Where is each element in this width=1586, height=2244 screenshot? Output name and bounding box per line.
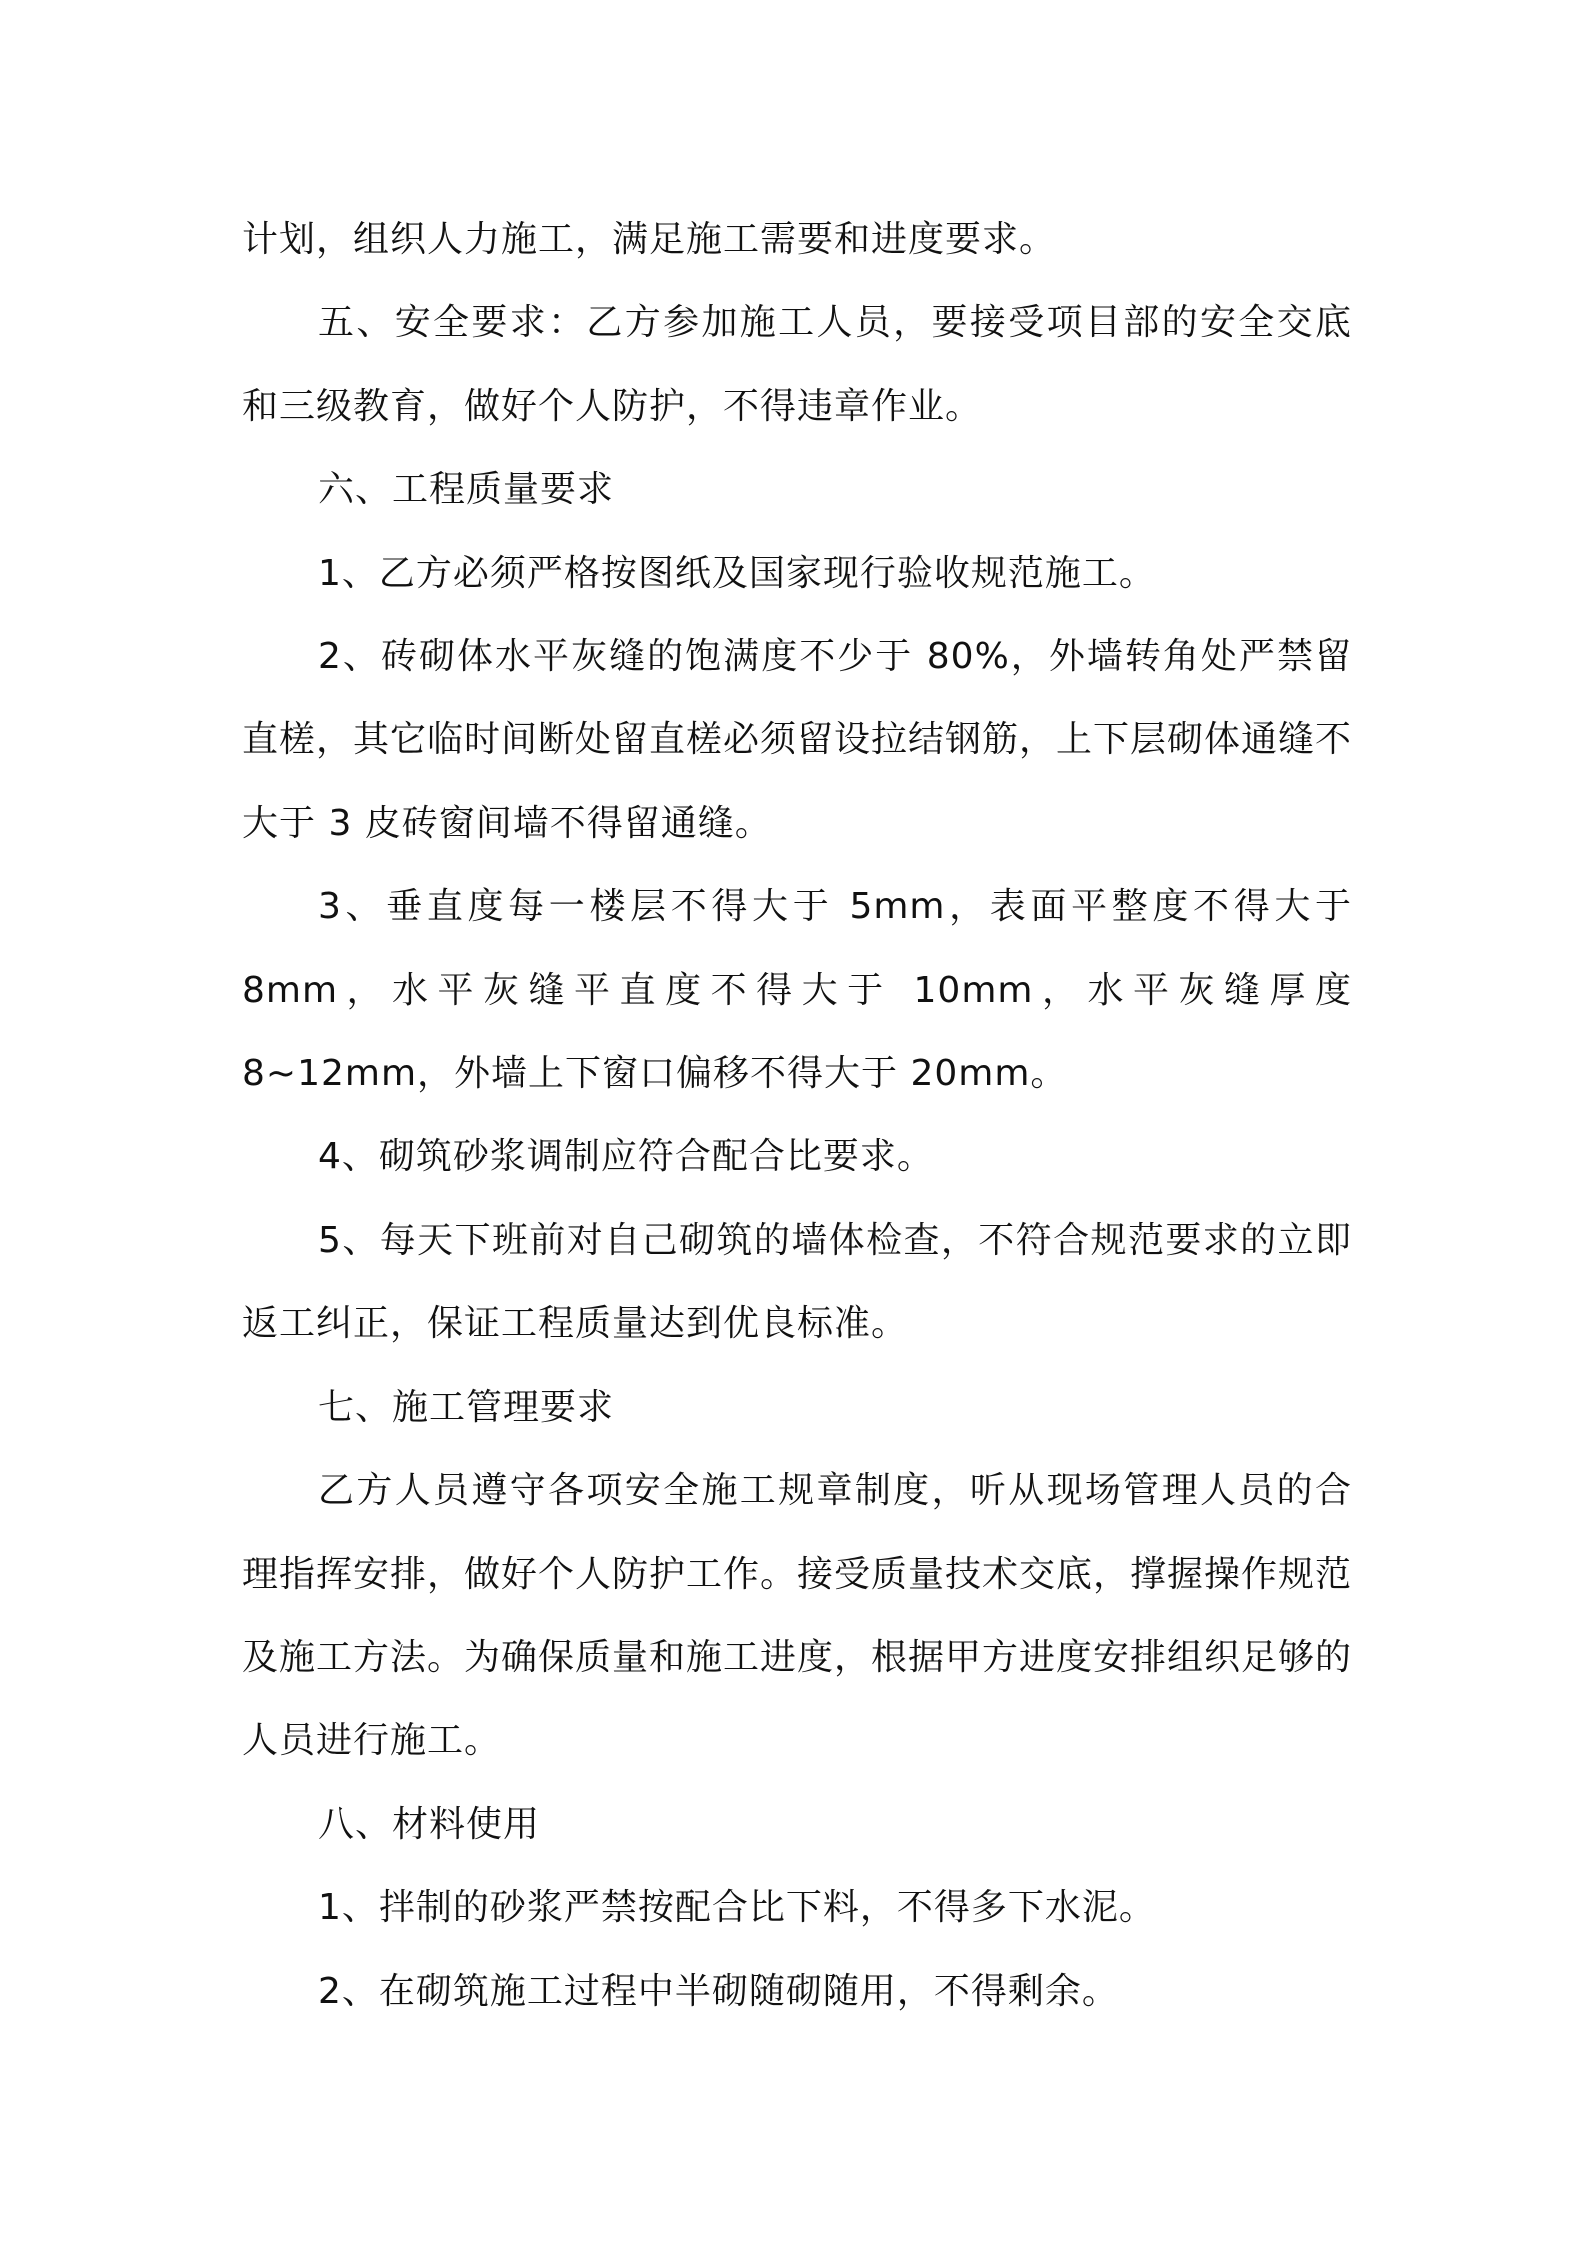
heading-management-requirements: 七、施工管理要求 [318,1386,615,1428]
document-body [242,198,1352,2033]
heading-quality-requirements: 六、工程质量要求 [318,469,615,511]
paragraph-safety-requirements: 五、安全要求：乙方参加施工人员，要接受项目部的安全交底和三级教育，做好个人防护，不得违章作业。 [242,302,1352,427]
paragraph-quality-item-1: 1、乙方必须严格按图纸及国家现行验收规范施工。 [318,552,1156,594]
paragraph-material-item-2: 2、在砌筑施工过程中半砌随砌随用，不得剩余。 [318,1970,1119,2012]
paragraph-material-item-1: 1、拌制的砂浆严禁按配合比下料，不得多下水泥。 [318,1887,1156,1929]
paragraph-quality-item-3: 3、垂直度每一楼层不得大于 5mm，表面平整度不得大于 8mm，水平灰缝平直度不得大于 10mm，水平灰缝厚度 8~12mm，外墙上下窗口偏移不得大于 20mm。 [242,886,1352,1095]
paragraph-quality-item-2: 2、砖砌体水平灰缝的饱满度不少于 80%，外墙转角处严禁留直槎，其它临时间断处留直槎必须留设拉结钢筋，上下层砌体通缝不大于 3 皮砖窗间墙不得留通缝。 [242,636,1353,844]
paragraph-continuation: 计划，组织人力施工，满足施工需要和进度要求。 [242,219,1057,260]
heading-material-usage: 八、材料使用 [318,1803,541,1845]
paragraph-management-requirements: 乙方人员遵守各项安全施工规章制度，听从现场管理人员的合理指挥安排，做好个人防护工作。接受质量技术交底，撑握操作规范及施工方法。为确保质量和施工进度，根据甲方进度安排组织足够的人员进行施工。 [242,1470,1353,1762]
paragraph-quality-item-5: 5、每天下班前对自己砌筑的墙体检查，不符合规范要求的立即返工纠正，保证工程质量达到优良标准。 [242,1219,1352,1345]
paragraph-quality-item-4: 4、砌筑砂浆调制应符合配合比要求。 [318,1136,934,1178]
